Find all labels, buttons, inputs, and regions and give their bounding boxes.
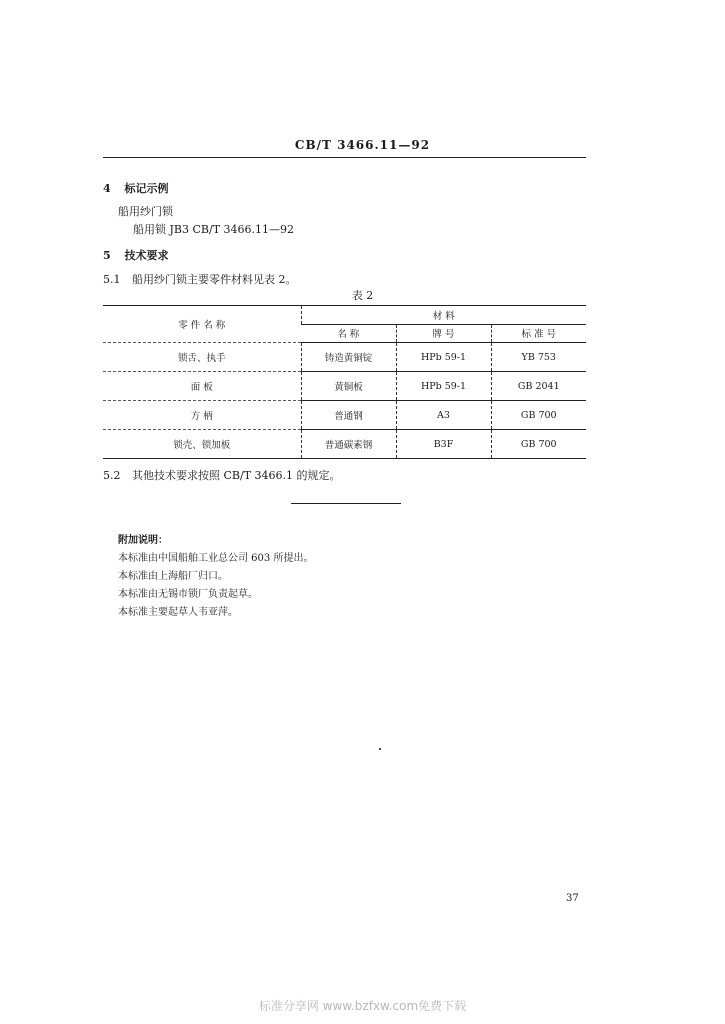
cell-standard: GB 700 [491, 430, 586, 459]
cell-material-name: 普通碳素钢 [301, 430, 396, 459]
section-5-heading [103, 247, 169, 263]
cell-material-name: 铸造黄铜锭 [301, 343, 396, 372]
clause-5-1-number: 5.1 [103, 273, 121, 286]
cell-part: 方 柄 [103, 401, 301, 430]
cell-part: 锁壳、锁加板 [103, 430, 301, 459]
marking-example-line-2: 船用锁 JB3 CB/T 3466.11—92 [133, 223, 295, 236]
section-5-title: 技术要求 [124, 249, 169, 262]
header-material-name: 名 称 [301, 324, 396, 343]
clause-5-2 [103, 467, 341, 483]
marking-example-line-1: 船用纱门锁 [118, 205, 173, 218]
standard-code-header: CB/T 3466.11—92 [294, 138, 431, 152]
header-grade: 牌 号 [396, 324, 491, 343]
note-line: 本标准由中国船舶工业总公司 603 所提出。 [118, 553, 314, 564]
clause-5-1-text: 船用纱门锁主要零件材料见表 2。 [132, 273, 297, 286]
header-material: 材 料 [301, 306, 586, 325]
table-row [103, 430, 586, 459]
table-row [103, 401, 586, 430]
cell-part: 锁舌、执手 [103, 343, 301, 372]
cell-standard: YB 753 [491, 343, 586, 372]
cell-material-name: 黄铜板 [301, 372, 396, 401]
section-4-number: 4 [103, 182, 111, 195]
clause-5-2-number: 5.2 [103, 469, 121, 482]
end-of-text-rule [291, 503, 401, 504]
note-line: 本标准由上海船厂归口。 [118, 571, 228, 582]
section-4-heading [103, 180, 169, 196]
watermark: 标准分享网 www.bzfxw.com免费下载 [258, 999, 467, 1013]
table-row [103, 343, 586, 372]
section-4-title: 标记示例 [124, 182, 169, 195]
materials-table [103, 305, 586, 459]
cell-material-name: 普通钢 [301, 401, 396, 430]
scan-speck [379, 748, 381, 750]
header-rule [103, 157, 586, 158]
clause-5-2-text: 其他技术要求按照 CB/T 3466.1 的规定。 [132, 469, 341, 482]
table-caption: 表 2 [351, 289, 374, 302]
cell-grade: HPb 59-1 [396, 343, 491, 372]
cell-part: 面 板 [103, 372, 301, 401]
header-standard-number: 标 准 号 [491, 324, 586, 343]
clause-5-1 [103, 271, 297, 287]
cell-standard: GB 700 [491, 401, 586, 430]
note-line: 本标准主要起草人韦亚萍。 [118, 607, 238, 618]
note-line: 本标准由无锡市锁厂负责起草。 [118, 589, 258, 600]
table-row [103, 372, 586, 401]
cell-grade: B3F [396, 430, 491, 459]
header-part-name: 零 件 名 称 [103, 306, 301, 343]
cell-grade: A3 [396, 401, 491, 430]
cell-standard: GB 2041 [491, 372, 586, 401]
notes-title: 附加说明： [118, 535, 168, 546]
page-number: 37 [566, 893, 579, 904]
cell-grade: HPb 59-1 [396, 372, 491, 401]
section-5-number: 5 [103, 249, 111, 262]
